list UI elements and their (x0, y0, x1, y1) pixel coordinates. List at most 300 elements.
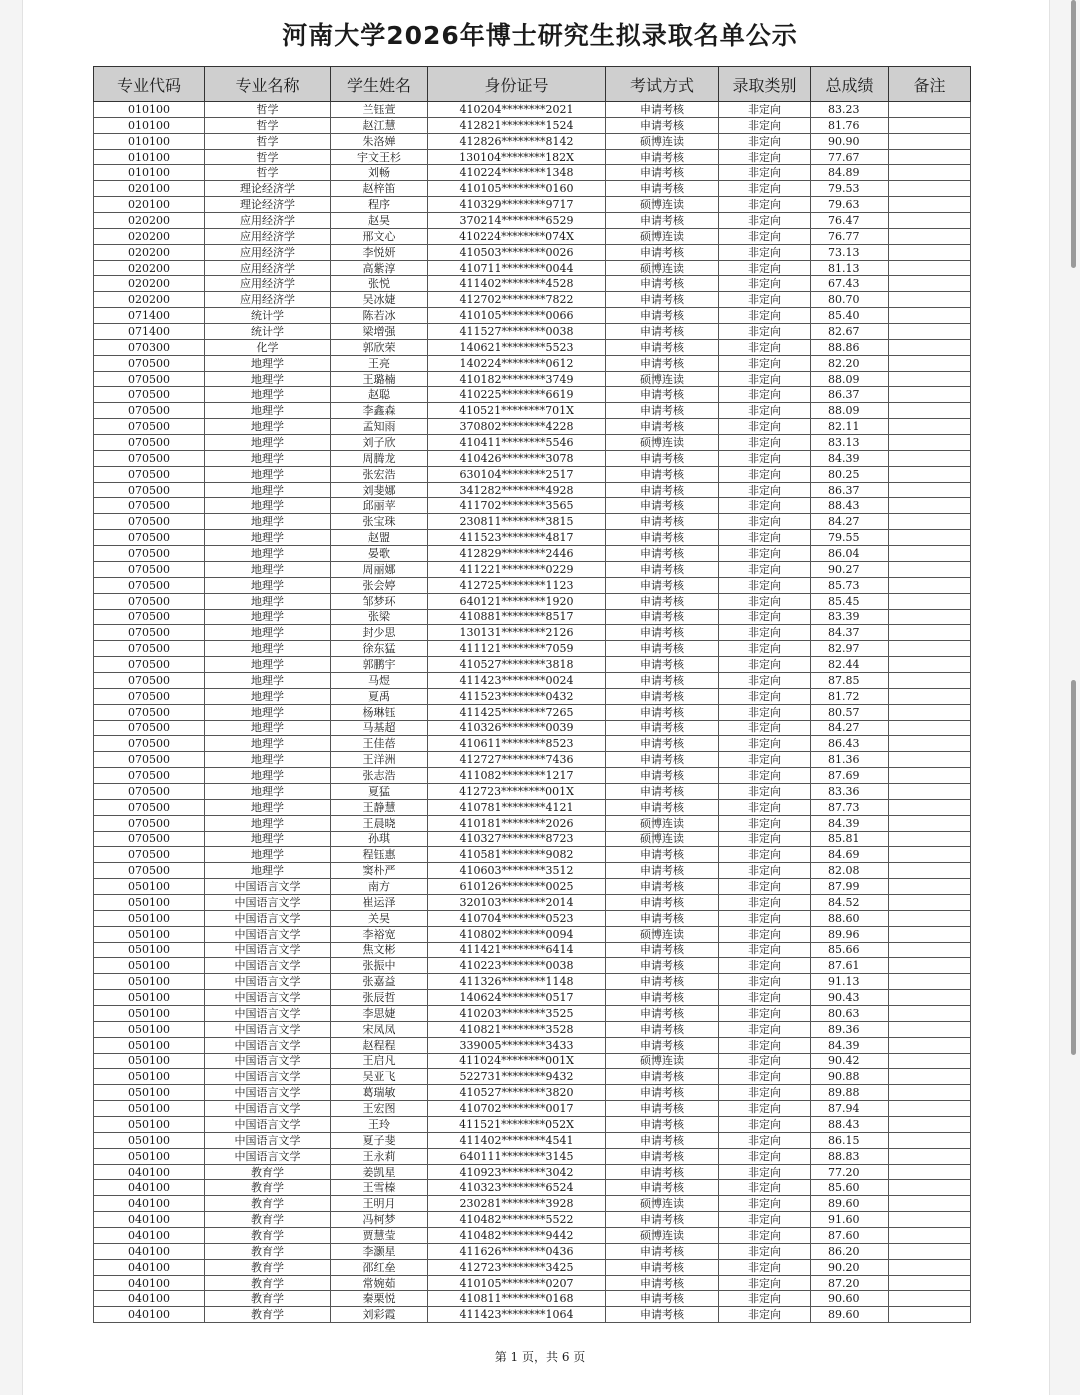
cell-remarks (889, 1132, 971, 1148)
cell-student-name: 晏歌 (331, 546, 428, 562)
cell-student-name: 赵盟 (331, 530, 428, 546)
cell-id-number: 140624********0517 (428, 990, 606, 1006)
cell-major-code: 010100 (94, 102, 205, 118)
table-row (94, 847, 971, 863)
cell-exam-method: 硕博连读 (606, 1053, 719, 1069)
cell-exam-method: 申请考核 (606, 1117, 719, 1133)
table-row (94, 561, 971, 577)
table-row (94, 324, 971, 340)
cell-exam-method: 硕博连读 (606, 831, 719, 847)
table-row (94, 641, 971, 657)
cell-exam-method: 申请考核 (606, 1069, 719, 1085)
cell-exam-method: 申请考核 (606, 546, 719, 562)
cell-exam-method: 申请考核 (606, 1148, 719, 1164)
cell-admission-type: 非定向 (719, 1275, 811, 1291)
cell-id-number: 410811********0168 (428, 1291, 606, 1307)
cell-remarks (889, 514, 971, 530)
cell-major-code: 070500 (94, 387, 205, 403)
table-row (94, 1037, 971, 1053)
cell-exam-method: 申请考核 (606, 672, 719, 688)
cell-remarks (889, 926, 971, 942)
cell-total-score: 84.69 (811, 847, 889, 863)
cell-remarks (889, 1291, 971, 1307)
cell-total-score: 67.43 (811, 276, 889, 292)
cell-major-code: 040100 (94, 1275, 205, 1291)
cell-student-name: 南方 (331, 879, 428, 895)
cell-id-number: 410105********0160 (428, 181, 606, 197)
cell-id-number: 411082********1217 (428, 768, 606, 784)
cell-id-number: 640121********1920 (428, 593, 606, 609)
cell-remarks (889, 530, 971, 546)
cell-major-code: 040100 (94, 1180, 205, 1196)
cell-remarks (889, 847, 971, 863)
cell-major-name: 地理学 (205, 815, 331, 831)
cell-major-code: 020200 (94, 276, 205, 292)
cell-id-number: 410711********0044 (428, 260, 606, 276)
cell-id-number: 410704********0523 (428, 910, 606, 926)
cell-total-score: 85.81 (811, 831, 889, 847)
cell-major-code: 070500 (94, 482, 205, 498)
cell-major-code: 050100 (94, 1132, 205, 1148)
cell-major-name: 地理学 (205, 466, 331, 482)
table-row (94, 815, 971, 831)
cell-major-name: 地理学 (205, 625, 331, 641)
table-row (94, 228, 971, 244)
cell-student-name: 杨琳钰 (331, 704, 428, 720)
cell-major-code: 020100 (94, 181, 205, 197)
cell-major-name: 统计学 (205, 324, 331, 340)
cell-student-name: 张宝珠 (331, 514, 428, 530)
cell-total-score: 89.36 (811, 1021, 889, 1037)
cell-major-name: 中国语言文学 (205, 1117, 331, 1133)
cell-exam-method: 硕博连读 (606, 435, 719, 451)
cell-exam-method: 硕博连读 (606, 197, 719, 213)
cell-major-name: 中国语言文学 (205, 1037, 331, 1053)
cell-student-name: 秦栗悦 (331, 1291, 428, 1307)
cell-major-name: 地理学 (205, 752, 331, 768)
cell-total-score: 86.43 (811, 736, 889, 752)
cell-total-score: 84.39 (811, 815, 889, 831)
cell-major-name: 中国语言文学 (205, 942, 331, 958)
table-row (94, 355, 971, 371)
cell-major-code: 070500 (94, 530, 205, 546)
cell-major-code: 040100 (94, 1212, 205, 1228)
cell-id-number: 410224********1348 (428, 165, 606, 181)
cell-admission-type: 非定向 (719, 768, 811, 784)
cell-major-code: 050100 (94, 926, 205, 942)
cell-exam-method: 申请考核 (606, 292, 719, 308)
cell-student-name: 朱洛婵 (331, 133, 428, 149)
table-row (94, 498, 971, 514)
table-row (94, 244, 971, 260)
cell-major-code: 070500 (94, 514, 205, 530)
cell-exam-method: 申请考核 (606, 1101, 719, 1117)
cell-major-code: 020200 (94, 228, 205, 244)
cell-major-code: 070500 (94, 847, 205, 863)
cell-exam-method: 申请考核 (606, 688, 719, 704)
cell-student-name: 王玲 (331, 1117, 428, 1133)
cell-id-number: 411402********4541 (428, 1132, 606, 1148)
cell-student-name: 赵江慧 (331, 117, 428, 133)
cell-student-name: 程序 (331, 197, 428, 213)
cell-total-score: 80.57 (811, 704, 889, 720)
table-row (94, 1101, 971, 1117)
cell-admission-type: 非定向 (719, 102, 811, 118)
cell-major-code: 020200 (94, 260, 205, 276)
cell-major-name: 化学 (205, 339, 331, 355)
cell-id-number: 411521********052X (428, 1117, 606, 1133)
table-row (94, 165, 971, 181)
cell-exam-method: 申请考核 (606, 244, 719, 260)
table-row (94, 783, 971, 799)
cell-total-score: 79.53 (811, 181, 889, 197)
cell-major-name: 教育学 (205, 1196, 331, 1212)
cell-exam-method: 申请考核 (606, 577, 719, 593)
cell-major-code: 010100 (94, 165, 205, 181)
cell-student-name: 张振中 (331, 958, 428, 974)
table-row (94, 958, 971, 974)
cell-student-name: 封少思 (331, 625, 428, 641)
cell-exam-method: 申请考核 (606, 609, 719, 625)
cell-id-number: 411024********001X (428, 1053, 606, 1069)
scrollbar-thumb-top[interactable] (1071, 0, 1076, 268)
table-row (94, 577, 971, 593)
cell-major-code: 070500 (94, 799, 205, 815)
cell-remarks (889, 1228, 971, 1244)
cell-admission-type: 非定向 (719, 942, 811, 958)
table-row (94, 1132, 971, 1148)
table-row (94, 863, 971, 879)
cell-student-name: 陈若冰 (331, 308, 428, 324)
table-row (94, 672, 971, 688)
col-header-major-name: 专业名称 (205, 67, 331, 102)
cell-student-name: 夏禹 (331, 688, 428, 704)
cell-remarks (889, 133, 971, 149)
col-header-id-number: 身份证号 (428, 67, 606, 102)
cell-major-name: 应用经济学 (205, 244, 331, 260)
cell-id-number: 412723********3425 (428, 1259, 606, 1275)
cell-total-score: 87.20 (811, 1275, 889, 1291)
cell-admission-type: 非定向 (719, 561, 811, 577)
cell-student-name: 张宏浩 (331, 466, 428, 482)
cell-major-code: 050100 (94, 1101, 205, 1117)
cell-major-name: 地理学 (205, 783, 331, 799)
cell-remarks (889, 910, 971, 926)
cell-major-code: 040100 (94, 1196, 205, 1212)
table-row (94, 292, 971, 308)
table-row (94, 371, 971, 387)
cell-admission-type: 非定向 (719, 466, 811, 482)
cell-student-name: 邱丽苹 (331, 498, 428, 514)
cell-major-name: 地理学 (205, 847, 331, 863)
cell-total-score: 90.20 (811, 1259, 889, 1275)
cell-student-name: 郭鹏宇 (331, 657, 428, 673)
admission-table (93, 66, 971, 1323)
cell-id-number: 410881********8517 (428, 609, 606, 625)
cell-major-name: 地理学 (205, 593, 331, 609)
cell-exam-method: 申请考核 (606, 657, 719, 673)
cell-total-score: 83.23 (811, 102, 889, 118)
cell-exam-method: 申请考核 (606, 324, 719, 340)
cell-admission-type: 非定向 (719, 783, 811, 799)
table-row (94, 1005, 971, 1021)
scrollbar-thumb[interactable] (1071, 680, 1076, 1055)
cell-total-score: 87.94 (811, 1101, 889, 1117)
cell-id-number: 320103********2014 (428, 894, 606, 910)
cell-remarks (889, 435, 971, 451)
cell-admission-type: 非定向 (719, 1053, 811, 1069)
table-row (94, 466, 971, 482)
cell-id-number: 370214********6529 (428, 213, 606, 229)
cell-id-number: 410326********0039 (428, 720, 606, 736)
cell-id-number: 411326********1148 (428, 974, 606, 990)
cell-admission-type: 非定向 (719, 213, 811, 229)
cell-admission-type: 非定向 (719, 609, 811, 625)
cell-id-number: 630104********2517 (428, 466, 606, 482)
cell-major-name: 中国语言文学 (205, 1021, 331, 1037)
cell-total-score: 84.37 (811, 625, 889, 641)
cell-major-name: 教育学 (205, 1307, 331, 1323)
cell-remarks (889, 672, 971, 688)
cell-student-name: 刘畅 (331, 165, 428, 181)
cell-exam-method: 硕博连读 (606, 133, 719, 149)
cell-admission-type: 非定向 (719, 1005, 811, 1021)
cell-major-code: 070500 (94, 641, 205, 657)
cell-total-score: 77.67 (811, 149, 889, 165)
cell-remarks (889, 1148, 971, 1164)
table-row (94, 625, 971, 641)
cell-total-score: 89.88 (811, 1085, 889, 1101)
cell-admission-type: 非定向 (719, 894, 811, 910)
cell-student-name: 赵程程 (331, 1037, 428, 1053)
table-row (94, 1148, 971, 1164)
cell-total-score: 80.25 (811, 466, 889, 482)
cell-student-name: 关昊 (331, 910, 428, 926)
cell-exam-method: 申请考核 (606, 625, 719, 641)
table-row (94, 308, 971, 324)
cell-major-name: 中国语言文学 (205, 926, 331, 942)
cell-major-name: 应用经济学 (205, 276, 331, 292)
cell-admission-type: 非定向 (719, 514, 811, 530)
cell-remarks (889, 1275, 971, 1291)
cell-id-number: 412725********1123 (428, 577, 606, 593)
cell-admission-type: 非定向 (719, 1117, 811, 1133)
cell-student-name: 张梁 (331, 609, 428, 625)
cell-student-name: 夏猛 (331, 783, 428, 799)
cell-student-name: 周腾龙 (331, 450, 428, 466)
cell-student-name: 王璐楠 (331, 371, 428, 387)
table-row (94, 609, 971, 625)
cell-student-name: 程钰惠 (331, 847, 428, 863)
cell-major-name: 中国语言文学 (205, 894, 331, 910)
cell-total-score: 90.43 (811, 990, 889, 1006)
cell-total-score: 85.66 (811, 942, 889, 958)
cell-student-name: 李思婕 (331, 1005, 428, 1021)
cell-id-number: 411402********4528 (428, 276, 606, 292)
cell-remarks (889, 561, 971, 577)
cell-id-number: 230811********3815 (428, 514, 606, 530)
cell-student-name: 梁增强 (331, 324, 428, 340)
cell-major-name: 地理学 (205, 641, 331, 657)
cell-admission-type: 非定向 (719, 847, 811, 863)
cell-total-score: 87.73 (811, 799, 889, 815)
cell-student-name: 宋凤凤 (331, 1021, 428, 1037)
cell-exam-method: 硕博连读 (606, 926, 719, 942)
cell-id-number: 410503********0026 (428, 244, 606, 260)
cell-id-number: 410603********3512 (428, 863, 606, 879)
cell-admission-type: 非定向 (719, 1069, 811, 1085)
cell-id-number: 140224********0612 (428, 355, 606, 371)
cell-major-name: 理论经济学 (205, 197, 331, 213)
cell-total-score: 82.97 (811, 641, 889, 657)
cell-remarks (889, 466, 971, 482)
cell-exam-method: 申请考核 (606, 783, 719, 799)
cell-admission-type: 非定向 (719, 720, 811, 736)
cell-admission-type: 非定向 (719, 815, 811, 831)
cell-major-name: 哲学 (205, 133, 331, 149)
cell-remarks (889, 213, 971, 229)
cell-admission-type: 非定向 (719, 879, 811, 895)
cell-remarks (889, 1259, 971, 1275)
cell-major-name: 地理学 (205, 863, 331, 879)
cell-total-score: 90.60 (811, 1291, 889, 1307)
cell-student-name: 王明月 (331, 1196, 428, 1212)
cell-exam-method: 申请考核 (606, 958, 719, 974)
cell-total-score: 85.60 (811, 1180, 889, 1196)
cell-exam-method: 申请考核 (606, 990, 719, 1006)
cell-major-code: 071400 (94, 324, 205, 340)
cell-admission-type: 非定向 (719, 435, 811, 451)
cell-major-code: 050100 (94, 1117, 205, 1133)
cell-major-name: 地理学 (205, 546, 331, 562)
cell-exam-method: 硕博连读 (606, 371, 719, 387)
cell-major-code: 020200 (94, 244, 205, 260)
cell-remarks (889, 276, 971, 292)
cell-major-code: 070500 (94, 609, 205, 625)
table-row (94, 657, 971, 673)
cell-student-name: 赵梓笛 (331, 181, 428, 197)
cell-major-code: 070500 (94, 736, 205, 752)
cell-admission-type: 非定向 (719, 387, 811, 403)
cell-student-name: 焦文彬 (331, 942, 428, 958)
cell-major-code: 070500 (94, 704, 205, 720)
cell-remarks (889, 1037, 971, 1053)
cell-id-number: 410181********2026 (428, 815, 606, 831)
cell-admission-type: 非定向 (719, 419, 811, 435)
cell-id-number: 130104********182X (428, 149, 606, 165)
cell-student-name: 孙琪 (331, 831, 428, 847)
cell-id-number: 410224********074X (428, 228, 606, 244)
cell-student-name: 冯柯梦 (331, 1212, 428, 1228)
cell-id-number: 411527********0038 (428, 324, 606, 340)
cell-exam-method: 申请考核 (606, 514, 719, 530)
cell-remarks (889, 974, 971, 990)
cell-exam-method: 申请考核 (606, 276, 719, 292)
cell-major-name: 地理学 (205, 799, 331, 815)
cell-exam-method: 申请考核 (606, 355, 719, 371)
cell-total-score: 81.13 (811, 260, 889, 276)
cell-total-score: 83.36 (811, 783, 889, 799)
cell-exam-method: 申请考核 (606, 752, 719, 768)
cell-admission-type: 非定向 (719, 799, 811, 815)
cell-id-number: 140621********5523 (428, 339, 606, 355)
cell-student-name: 刘斐娜 (331, 482, 428, 498)
cell-major-name: 地理学 (205, 609, 331, 625)
cell-admission-type: 非定向 (719, 308, 811, 324)
table-header-row (94, 67, 971, 102)
cell-major-name: 地理学 (205, 657, 331, 673)
cell-exam-method: 硕博连读 (606, 1228, 719, 1244)
cell-major-code: 010100 (94, 117, 205, 133)
cell-major-name: 地理学 (205, 482, 331, 498)
cell-id-number: 410702********0017 (428, 1101, 606, 1117)
cell-student-name: 李悦妍 (331, 244, 428, 260)
cell-exam-method: 申请考核 (606, 641, 719, 657)
cell-major-code: 050100 (94, 942, 205, 958)
cell-total-score: 82.08 (811, 863, 889, 879)
cell-exam-method: 申请考核 (606, 498, 719, 514)
cell-major-code: 020200 (94, 213, 205, 229)
cell-exam-method: 申请考核 (606, 879, 719, 895)
cell-admission-type: 非定向 (719, 339, 811, 355)
cell-total-score: 91.60 (811, 1212, 889, 1228)
cell-id-number: 640111********3145 (428, 1148, 606, 1164)
cell-major-name: 中国语言文学 (205, 958, 331, 974)
cell-remarks (889, 1180, 971, 1196)
cell-major-name: 中国语言文学 (205, 879, 331, 895)
cell-exam-method: 申请考核 (606, 974, 719, 990)
cell-admission-type: 非定向 (719, 641, 811, 657)
cell-total-score: 88.86 (811, 339, 889, 355)
cell-remarks (889, 752, 971, 768)
cell-student-name: 郭欣荣 (331, 339, 428, 355)
cell-admission-type: 非定向 (719, 450, 811, 466)
cell-exam-method: 申请考核 (606, 1180, 719, 1196)
cell-total-score: 76.77 (811, 228, 889, 244)
cell-exam-method: 申请考核 (606, 165, 719, 181)
cell-id-number: 410203********3525 (428, 1005, 606, 1021)
cell-major-code: 070500 (94, 720, 205, 736)
cell-total-score: 88.60 (811, 910, 889, 926)
cell-major-name: 中国语言文学 (205, 974, 331, 990)
table-row (94, 879, 971, 895)
cell-admission-type: 非定向 (719, 672, 811, 688)
table-row (94, 1164, 971, 1180)
cell-major-name: 应用经济学 (205, 228, 331, 244)
cell-student-name: 邵红垒 (331, 1259, 428, 1275)
cell-exam-method: 申请考核 (606, 1005, 719, 1021)
cell-admission-type: 非定向 (719, 1180, 811, 1196)
cell-major-name: 地理学 (205, 498, 331, 514)
cell-student-name: 张会婷 (331, 577, 428, 593)
cell-admission-type: 非定向 (719, 1196, 811, 1212)
cell-total-score: 85.45 (811, 593, 889, 609)
cell-student-name: 王佳蓓 (331, 736, 428, 752)
cell-id-number: 411626********0436 (428, 1243, 606, 1259)
cell-id-number: 410105********0066 (428, 308, 606, 324)
cell-student-name: 高紫淳 (331, 260, 428, 276)
cell-major-name: 地理学 (205, 704, 331, 720)
table-row (94, 1212, 971, 1228)
cell-major-name: 教育学 (205, 1291, 331, 1307)
cell-admission-type: 非定向 (719, 181, 811, 197)
cell-total-score: 77.20 (811, 1164, 889, 1180)
cell-admission-type: 非定向 (719, 1148, 811, 1164)
cell-admission-type: 非定向 (719, 117, 811, 133)
cell-id-number: 410923********3042 (428, 1164, 606, 1180)
cell-major-code: 070500 (94, 593, 205, 609)
cell-id-number: 370802********4228 (428, 419, 606, 435)
